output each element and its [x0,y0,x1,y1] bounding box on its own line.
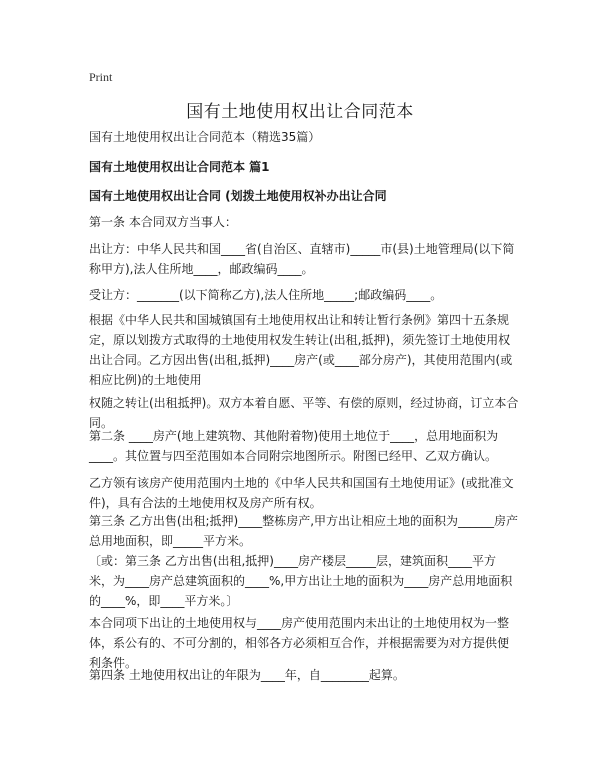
article-3-alt-paragraph: 〔或：第三条 乙方出售(出租,抵押)____房产楼层_____层，建筑面积____平方米，为____房产总建筑面积的____%,甲方出让土地的面积为____房产总用地面积的____%，即____平方米。〕 [89,554,513,608]
grantor-paragraph: 出让方：中华人民共和国____省(自治区、直辖市)_____市(县)土地管理局(以下简称甲方),法人住所地____，邮政编码____。 [89,242,515,276]
basis-paragraph: 根据《中华人民共和国城镇国有土地使用权出让和转让暂行条例》第四十五条规定，原以划拨方式取得的土地使用权发生转让(出租,抵押)，须先签订土地使用权出让合同。乙方因出售(出租,抵押)____房产(或____部分房产)，其使用范围内(或相应比例)的土地使用 [89,313,513,387]
subtitle: 国有土地使用权出让合同范本（精选35篇） [89,130,321,144]
article-3-paragraph: 第三条 乙方出售(出租;抵押)____整栋房产,甲方出让相应土地的面积为______房产总用地面积，即_____平方米。 [89,514,519,548]
article-4-paragraph: 第四条 土地使用权出让的年限为____年，自________起算。 [89,668,405,682]
grantee-paragraph: 受让方：_______(以下简称乙方),法人住所地_____;邮政编码____。 [89,288,443,302]
certificate-paragraph: 乙方领有该房产使用范围内土地的《中华人民共和国国有土地使用证》(或批准文件)，具有合法的土地使用权及房产所有权。 [89,476,514,510]
transfer-paragraph: 权随之转让(出租抵押)。双方本着自愿、平等、有偿的原则，经过协商，订立本合同。 [89,396,519,430]
section-heading: 国有土地使用权出让合同范本 篇1 [89,160,270,174]
article-1-paragraph: 第一条 本合同双方当事人： [89,215,237,229]
contract-heading: 国有土地使用权出让合同 (划拨土地使用权补办出让合同 [89,189,387,203]
shared-use-paragraph: 本合同项下出让的土地使用权与____房产使用范围内未出让的土地使用权为一整体，系公有的、不可分割的，相邻各方必须相互合作，并根据需要为对方提供便利条件。 [89,616,510,670]
article-2-paragraph: 第二条 ____房产(地上建筑物、其他附着物)使用土地位于____，总用地面积为____。其位置与四至范围如本合同附宗地图所示。附图已经甲、乙双方确认。 [89,429,499,463]
print-link[interactable]: Print [89,70,113,84]
document-title: 国有土地使用权出让合同范本 [186,102,414,122]
